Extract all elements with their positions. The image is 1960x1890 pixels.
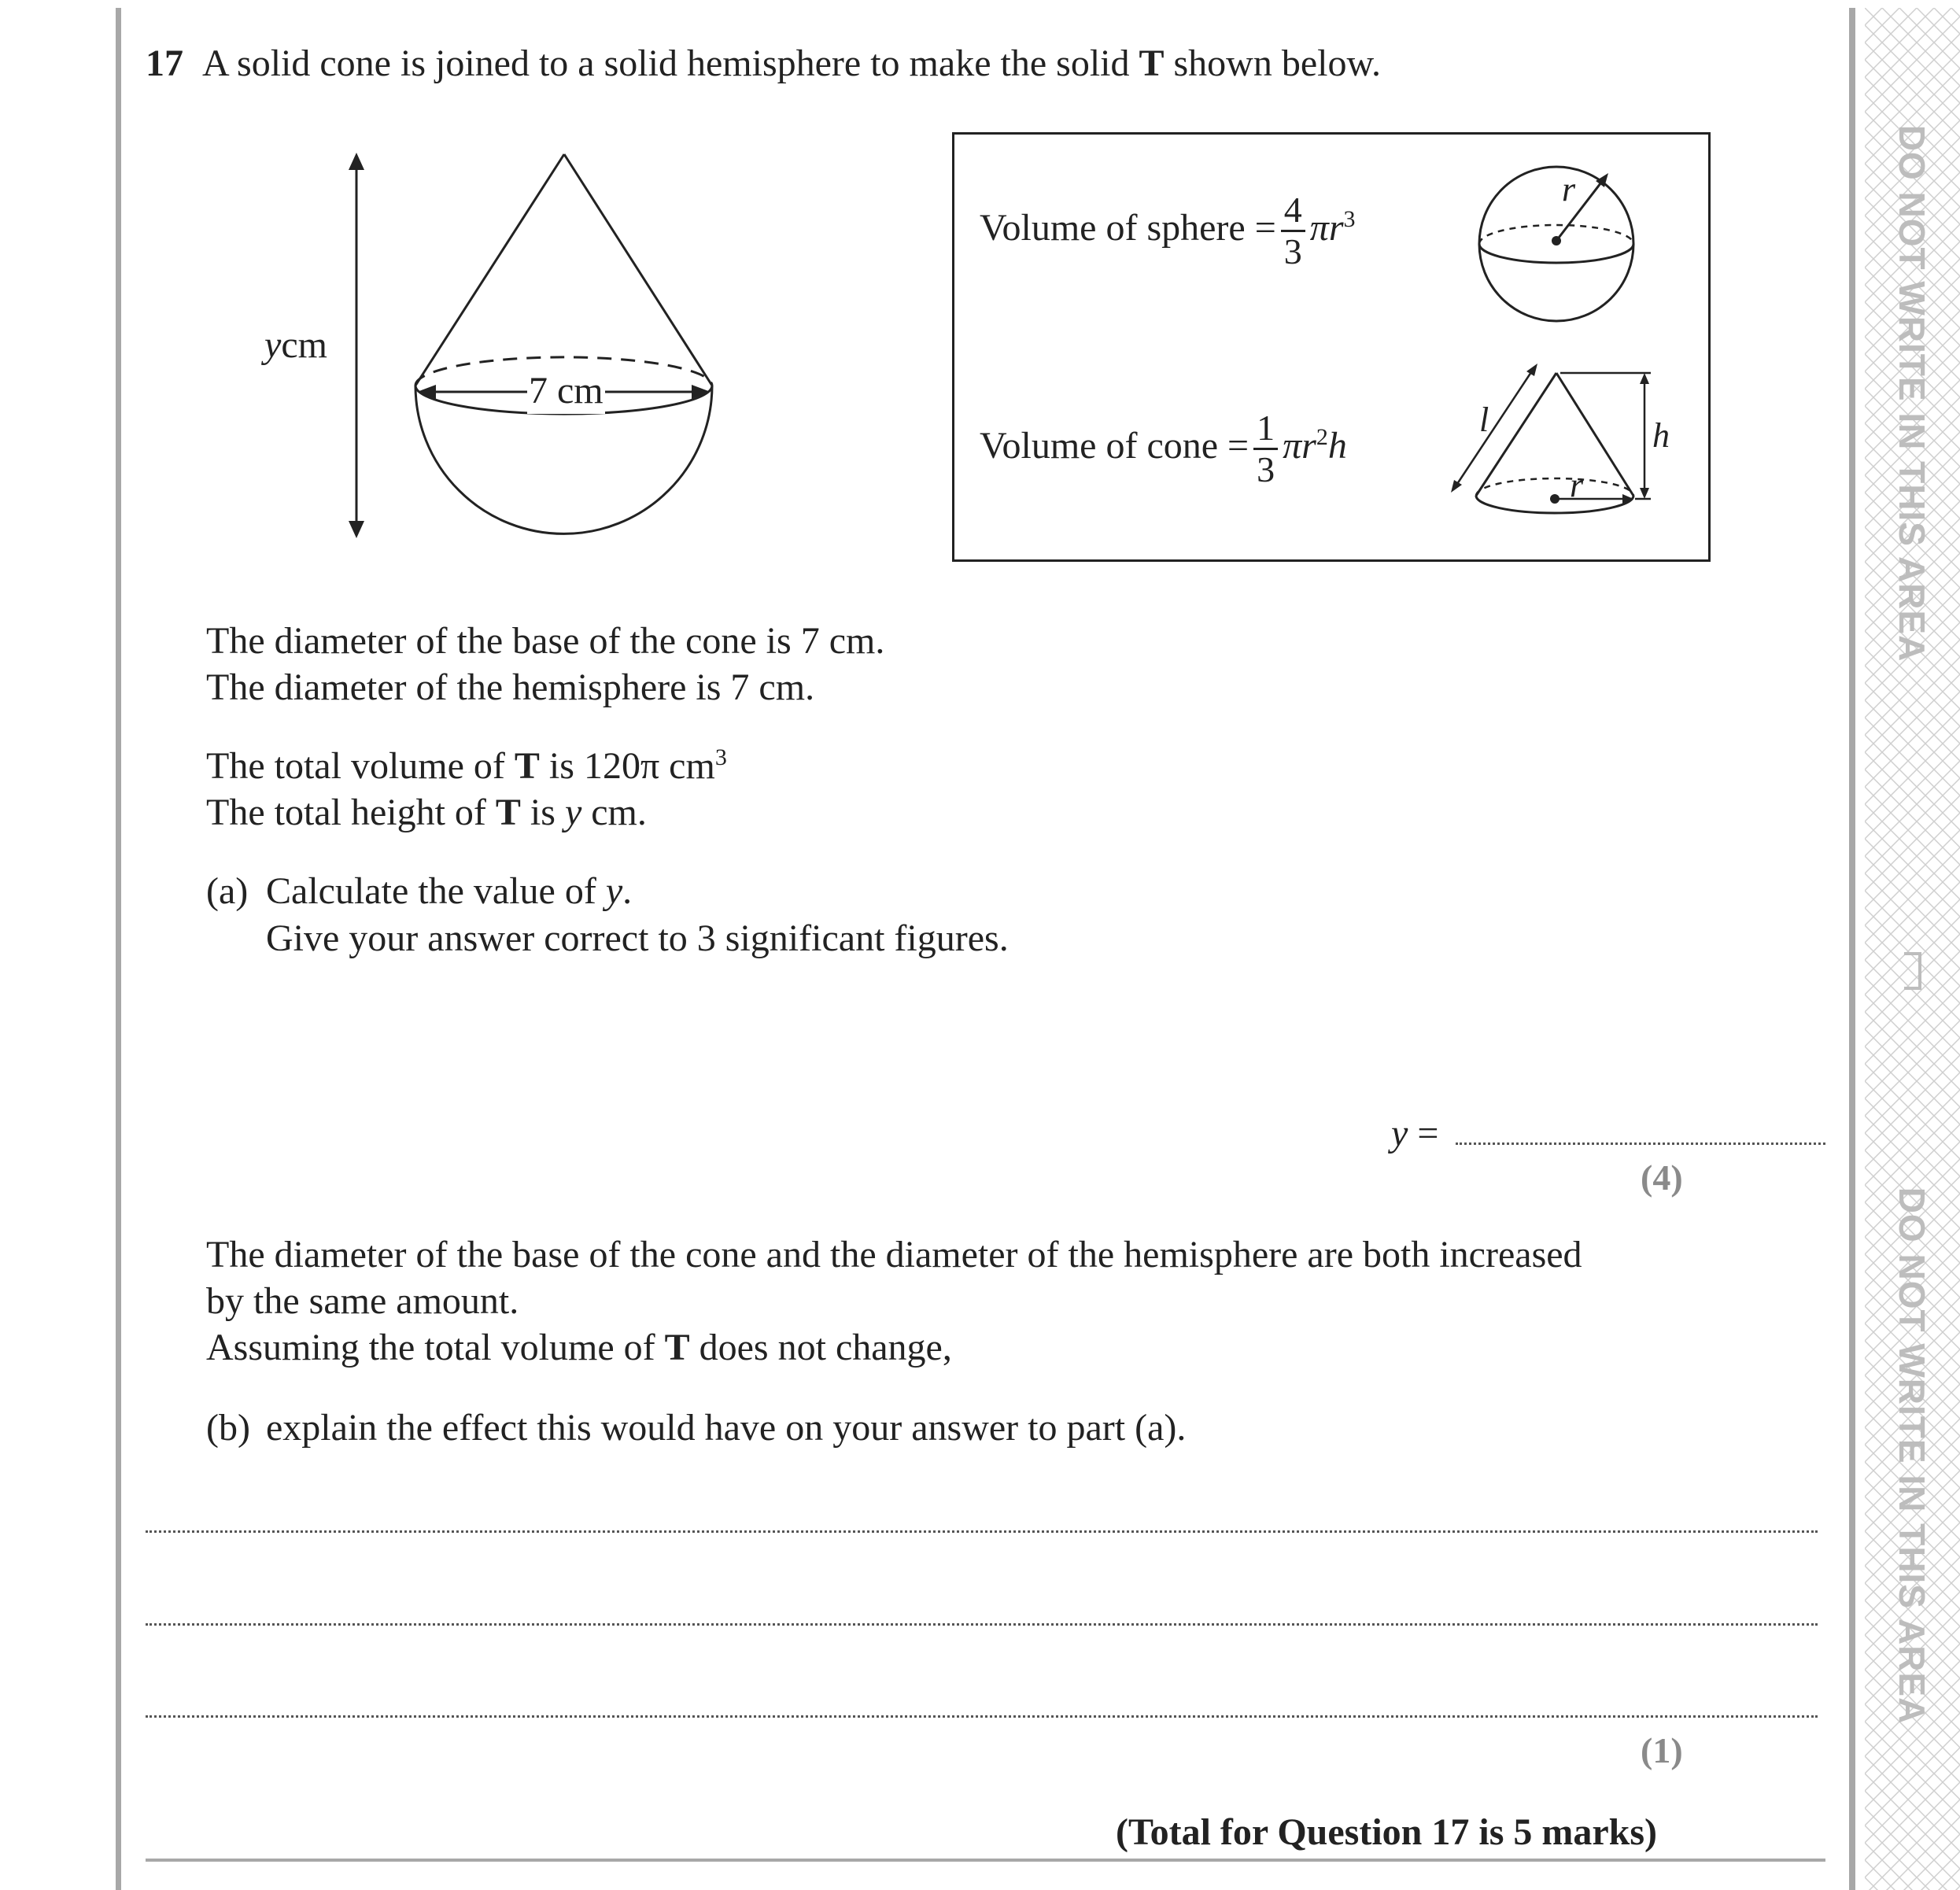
question-number: 17 (146, 42, 183, 84)
answer-line-b3[interactable] (146, 1715, 1818, 1718)
middle-line1: The diameter of the base of the cone and the diameter of the hemisphere are both increased (206, 1234, 1582, 1275)
part-b-text: explain the effect this would have on your answer to part (a). (266, 1407, 1187, 1449)
cone-small-right-edge (1556, 373, 1633, 496)
part-a-marks: (4) (1641, 1157, 1683, 1198)
middle-line3: Assuming the total volume of T does not change, (206, 1327, 952, 1368)
page-left-border (116, 8, 121, 1890)
height-arrow-bottom (349, 521, 364, 538)
cone-h-label: h (1652, 416, 1670, 455)
slant-arrow-bottom (1451, 480, 1462, 493)
height-arrow-top (349, 153, 364, 170)
part-b-label: (b) (206, 1407, 250, 1449)
cone-formula: Volume of cone = $\frac{1}{3}$ $\pi r^2h$ (980, 408, 1347, 490)
statement-hemisphere-diameter: The diameter of the hemisphere is 7 cm. (206, 666, 815, 708)
question-total: (Total for Question 17 is 5 marks) (1116, 1811, 1658, 1853)
h-arrow-top (1640, 373, 1649, 384)
question-intro: 17 A solid cone is joined to a solid hemisphere to make the solid T shown below. (146, 42, 1382, 84)
part-a-label: (a) (206, 870, 249, 912)
part-b-marks: (1) (1641, 1730, 1683, 1770)
cone-fraction: $\frac{1}{3}$ (1253, 408, 1278, 489)
diameter-label: 7 cm (527, 368, 605, 414)
answer-y-label: y = (1391, 1113, 1439, 1154)
margin-warning-bottom: DO NOT WRITE IN THIS AREA (1892, 1187, 1932, 1725)
cone-small-base-back (1476, 478, 1633, 496)
bottom-rule (146, 1859, 1825, 1862)
cone-left-edge (415, 154, 564, 386)
margin-divider-line (1849, 8, 1855, 1890)
statement-total-height: The total height of T is y cm. (206, 792, 647, 833)
h-arrow-bottom (1640, 488, 1649, 499)
margin-warning-top: DO NOT WRITE IN THIS AREA (1892, 124, 1932, 663)
statement-cone-diameter: The diameter of the base of the cone is 7 cm. (206, 620, 885, 662)
cone-right-edge (564, 154, 712, 386)
sphere-r-label: r (1562, 170, 1576, 209)
sphere-fraction: $\frac{4}{3}$ (1281, 190, 1305, 271)
middle-line2: by the same amount. (206, 1280, 519, 1322)
sphere-formula: Volume of sphere = $\frac{4}{3}$ $\pi r^3$ (980, 190, 1356, 272)
margin-bracket (1904, 952, 1921, 990)
answer-y-line[interactable] (1456, 1142, 1825, 1145)
cone-r-label: r (1570, 466, 1584, 504)
sphere-equator-front (1479, 244, 1633, 263)
part-a-line2: Give your answer correct to 3 significant figures. (266, 917, 1009, 959)
slant-arrow-top (1526, 364, 1537, 376)
statement-total-volume: The total volume of T is 120π $cm^3$ (206, 744, 727, 787)
part-a-line1: Calculate the value of y. (266, 870, 633, 912)
answer-line-b1[interactable] (146, 1530, 1818, 1533)
height-label: ycm (264, 324, 327, 366)
cone-l-label: l (1479, 401, 1489, 439)
answer-line-b2[interactable] (146, 1623, 1818, 1626)
sphere-diagram (1470, 157, 1643, 330)
